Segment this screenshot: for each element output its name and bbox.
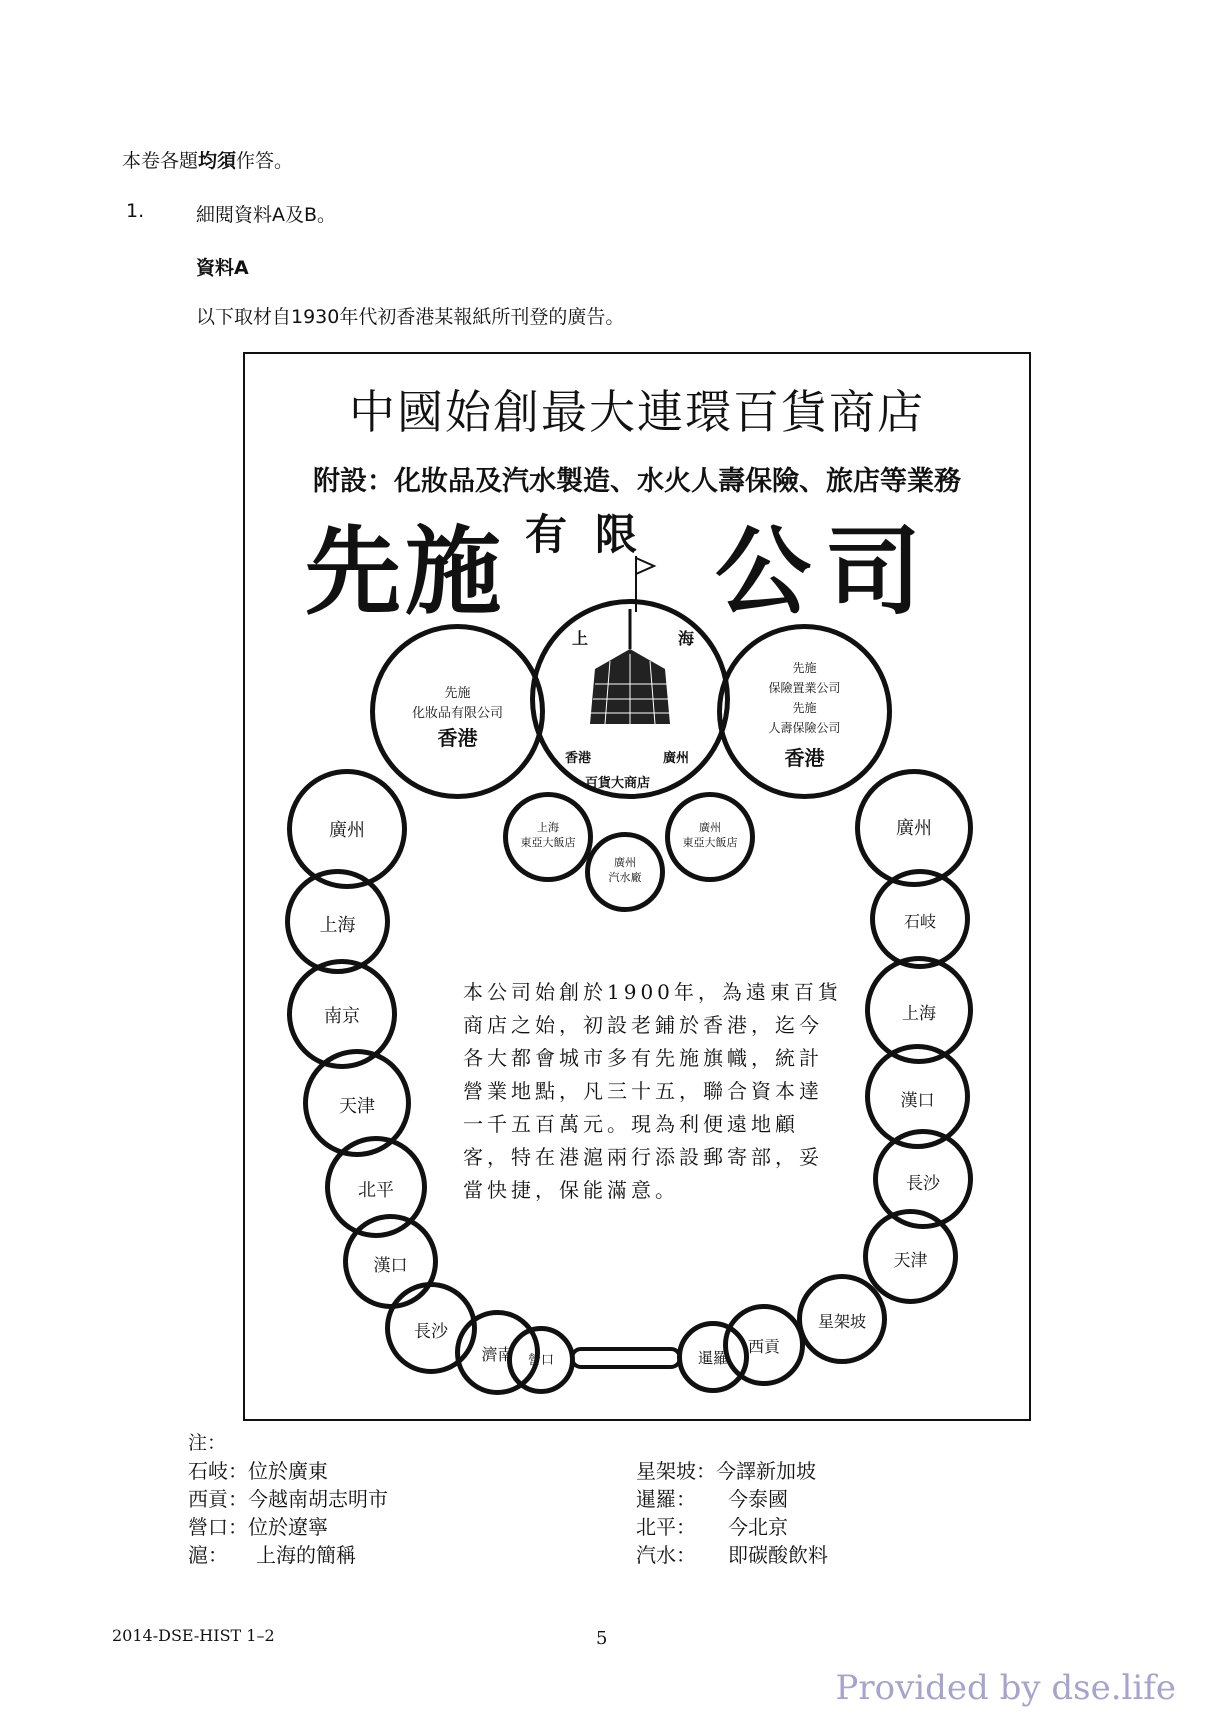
exam-code: 2014-DSE-HIST 1–2 — [112, 1626, 275, 1645]
ad-body-line: 各大都會城市多有先施旗幟，統計 — [463, 1046, 823, 1070]
chain-label-left: 天津 — [339, 1096, 375, 1117]
ad-body-line: 本公司始創於1900年，為遠東百貨 — [463, 980, 842, 1004]
right-big-line4: 人壽保險公司 — [768, 721, 841, 735]
note-def: 今北京 — [728, 1515, 788, 1539]
note-def: 上海的簡稱 — [256, 1543, 356, 1567]
page-number: 5 — [596, 1628, 608, 1649]
ad-body-line: 當快捷，保能滿意。 — [463, 1178, 679, 1202]
center-bottom-left: 香港 — [565, 751, 592, 766]
note-right-row — [636, 1483, 788, 1512]
note-term: 汽水： — [636, 1543, 696, 1567]
left-big-line3: 香港 — [437, 726, 478, 750]
left-big-line1: 先施 — [444, 686, 471, 701]
note-term: 星架坡： — [636, 1459, 716, 1483]
small-2b: 東亞大飯店 — [682, 836, 738, 849]
chain-label-right: 暹羅 — [697, 1349, 728, 1367]
ad-subtitle: 附設：化妝品及汽水製造、水火人壽保險、旅店等業務 — [313, 466, 961, 497]
left-big-line2: 化妝品有限公司 — [411, 706, 503, 721]
chain-label-left: 廣州 — [329, 820, 365, 841]
right-big-line1: 先施 — [792, 661, 817, 675]
question-text: 細閱資料A及B。 — [196, 204, 337, 226]
chain-label-left: 營口 — [527, 1353, 554, 1368]
instruction-line — [122, 146, 293, 173]
note-left-row — [188, 1511, 328, 1540]
notes-heading: 注： — [188, 1432, 227, 1454]
note-left-row — [188, 1539, 356, 1568]
small-3a: 廣州 — [614, 856, 636, 869]
chain-label-right: 廣州 — [896, 818, 932, 839]
small-2a: 廣州 — [699, 821, 721, 834]
chain-label-right: 星架坡 — [817, 1312, 866, 1331]
provided-by-link[interactable]: Provided by dse.life — [835, 1668, 1176, 1708]
source-a-intro: 以下取材自1930年代初香港某報紙所刊登的廣告。 — [196, 306, 625, 328]
chain-label-right: 長沙 — [906, 1174, 940, 1194]
chain-label-left: 濟南 — [481, 1345, 514, 1364]
note-term: 西貢： — [188, 1487, 248, 1511]
ad-body-line: 一千五百萬元。現為利便遠地顧 — [463, 1112, 799, 1136]
chain-label-left: 上海 — [319, 915, 356, 936]
ad-title: 中國始創最大連環百貨商店 — [349, 385, 925, 439]
small-3b: 汽水廠 — [608, 871, 642, 884]
chain-label-right: 西貢 — [747, 1337, 780, 1356]
small-1a: 上海 — [537, 821, 559, 834]
center-bottom: 百貨大商店 — [585, 776, 651, 791]
chain-label-right: 石岐 — [903, 912, 936, 931]
instruction-suffix: 作答。 — [236, 150, 294, 172]
note-def: 位於廣東 — [248, 1459, 328, 1483]
chain-label-left: 南京 — [324, 1006, 360, 1027]
right-big-line5: 香港 — [784, 746, 825, 770]
logo-char: 公 — [715, 516, 811, 628]
advertisement — [243, 352, 1031, 1421]
logo-char: 限 — [595, 510, 638, 559]
building-icon — [575, 609, 685, 729]
note-def: 今越南胡志明市 — [248, 1487, 388, 1511]
chain-label-left: 漢口 — [373, 1256, 408, 1276]
center-top-right: 海 — [678, 629, 695, 648]
question-number: 1. — [126, 200, 145, 222]
note-def: 今泰國 — [728, 1487, 788, 1511]
chain-link — [570, 1347, 682, 1369]
center-top-left: 上 — [572, 629, 589, 648]
note-term: 石岐： — [188, 1459, 248, 1483]
center-bottom-right: 廣州 — [663, 751, 690, 766]
note-def: 位於遼寧 — [248, 1515, 328, 1539]
note-term: 北平： — [636, 1515, 696, 1539]
note-right-row — [636, 1539, 828, 1568]
note-right-row — [636, 1455, 816, 1484]
ad-body — [463, 976, 853, 1207]
logo-char: 先 — [305, 516, 401, 628]
note-term: 暹羅： — [636, 1487, 696, 1511]
note-term: 滬： — [188, 1543, 228, 1567]
logo-char: 施 — [405, 516, 501, 628]
note-def: 今譯新加坡 — [716, 1459, 816, 1483]
logo-char: 有 — [525, 510, 568, 559]
note-right-row — [636, 1511, 788, 1540]
right-big-line2: 保險置業公司 — [768, 681, 841, 695]
chain-label-left: 北平 — [358, 1180, 394, 1201]
ad-body-line: 商店之始，初設老鋪於香港，迄今 — [463, 1013, 823, 1037]
ad-body-line: 營業地點，凡三十五，聯合資本達 — [463, 1079, 823, 1103]
chain-label-right: 漢口 — [900, 1091, 935, 1111]
note-term: 營口： — [188, 1515, 248, 1539]
instruction-prefix: 本卷各題 — [122, 150, 199, 172]
note-left-row — [188, 1455, 328, 1484]
right-big-line3: 先施 — [792, 701, 817, 715]
ad-body-line: 客，特在港滬兩行添設郵寄部，妥 — [463, 1145, 823, 1169]
logo-char: 司 — [825, 516, 921, 628]
small-1b: 東亞大飯店 — [520, 836, 576, 849]
chain-label-right: 天津 — [893, 1251, 928, 1271]
chain-label-right: 上海 — [902, 1004, 936, 1024]
note-def: 即碳酸飲料 — [728, 1543, 828, 1567]
instruction-bold: 均須 — [198, 150, 237, 172]
source-a-label: 資料A — [196, 257, 249, 279]
note-left-row — [188, 1483, 388, 1512]
chain-label-left: 長沙 — [414, 1322, 448, 1342]
